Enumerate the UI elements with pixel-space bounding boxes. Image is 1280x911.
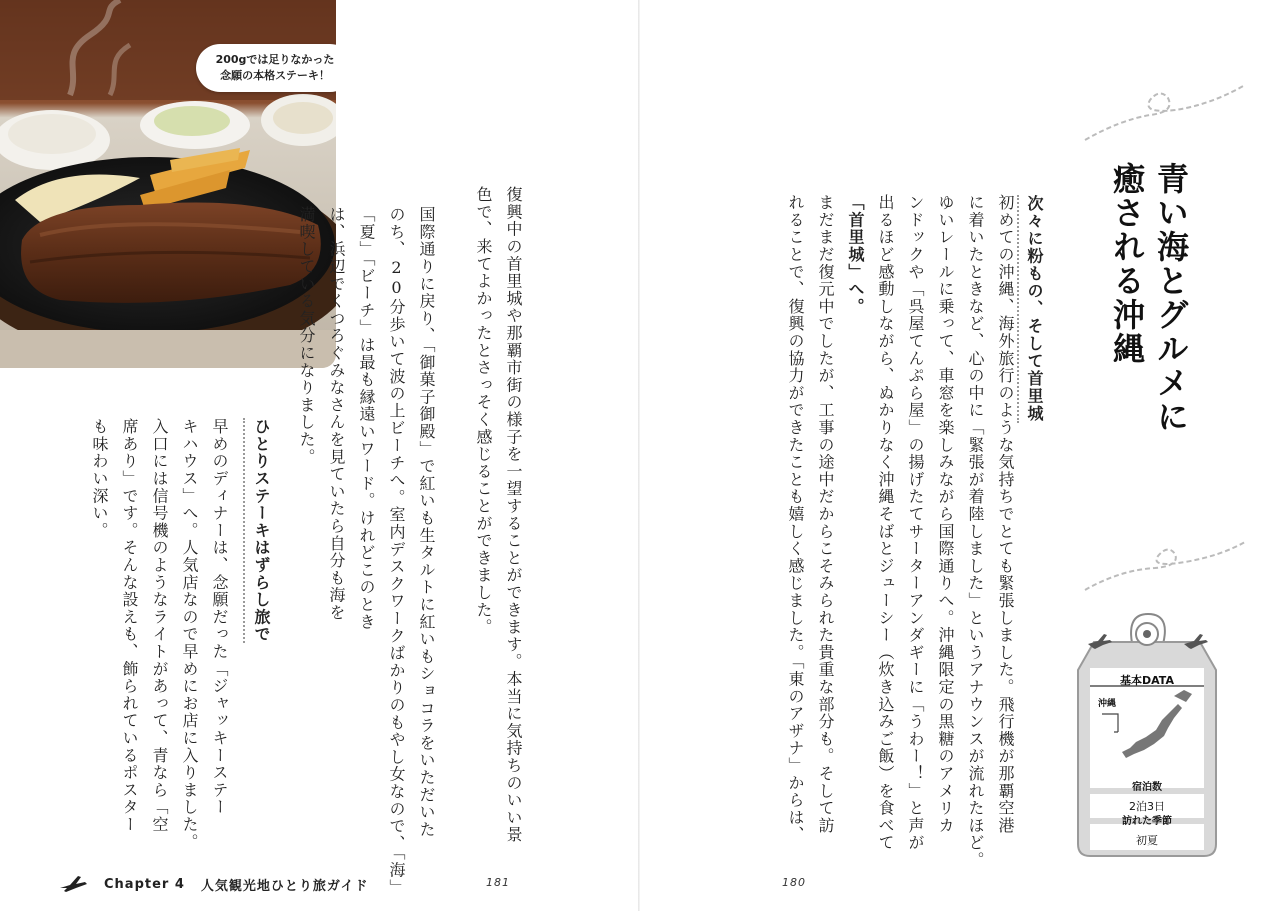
tag-place: 沖縄 <box>1097 699 1116 709</box>
text-line: 復興中の首里城や那覇市街の様子を一望することができます。本当に気持ちのいい景 <box>504 186 523 844</box>
headline-line-1: 青い海とグルメに <box>1152 162 1190 434</box>
text-line: に着いたときなど、心の中に「緊張が着陸しました」というアナウンスが流れたほど。 <box>966 194 985 869</box>
body-text-block-3 <box>84 418 234 851</box>
text-line: 国際通りに戻り、「御菓子御殿」で紅いも生タルトに紅いもショコラをいただいた <box>417 206 436 839</box>
article-subheading: 次々に粉もの、そして首里城 <box>1017 195 1046 423</box>
tag-season-value: 初夏 <box>1136 834 1158 847</box>
chapter-label: Chapter 4 <box>104 876 185 892</box>
text-line: まだまだ復元中でしたが、工事の途中だからこそみられた貴重な部分も。そして訪 <box>816 194 835 835</box>
photo-caption-bubble <box>196 44 336 92</box>
subheading-steak: ひとりステーキはずらし旅で <box>243 418 274 643</box>
tag-nights-label: 宿泊数 <box>1132 782 1162 793</box>
caption-line-1: 200gでは足りなかった <box>215 53 335 66</box>
text-line: 早めのディナーは、念願だった「ジャッキーステー <box>210 418 229 816</box>
caption-line-2: 念願の本格ステーキ！ <box>220 69 330 82</box>
chapter-title: 人気観光地ひとり旅ガイド <box>200 878 369 894</box>
text-line: 初めての沖縄、海外旅行のような気持ちでとても緊張しました。飛行機が那覇空港 <box>996 194 1015 835</box>
page-number-right: 180 <box>782 876 806 889</box>
decorative-squiggle <box>1080 540 1250 600</box>
text-line: 席あり」です。そんな設えも、飾られているポスター <box>120 418 139 834</box>
text-line: 色で、来てよかったとさっそく感じることができました。 <box>474 186 493 636</box>
body-text-continued <box>468 186 528 843</box>
text-line: 満喫している気分になりました。 <box>297 206 316 466</box>
text-line: のち、20分歩いて波の上ビーチへ。室内デスクワークばかりのもやし女なので、「海」 <box>387 206 406 896</box>
tag-title: 基本DATA <box>1120 674 1174 687</box>
text-line: ンドックや「呉屋てんぷら屋」の揚げたてサーターアンダギーに「うわー！」と声が <box>906 194 925 852</box>
steak-photo <box>0 0 336 368</box>
tag-season-label: 訪れた季節 <box>1122 816 1172 827</box>
right-page <box>640 0 1280 911</box>
text-line: も味わい深い。 <box>90 418 109 540</box>
tag-nights-value: 2泊3日 <box>1129 800 1165 813</box>
text-line: キハウス」へ。人気店なので早めにお店に入りました。 <box>180 418 199 851</box>
decorative-squiggle <box>1080 80 1250 150</box>
page-number-left: 181 <box>486 876 510 889</box>
running-footer <box>58 874 369 894</box>
body-text-block-2 <box>291 206 441 896</box>
airplane-icon <box>58 874 88 894</box>
body-text-right <box>780 194 1020 869</box>
article-headline <box>1105 162 1193 434</box>
headline-line-2: 癒される沖縄 <box>1108 162 1146 366</box>
text-line: れることで、復興の協力ができたことも嬉しく感じました。「東のアザナ」からは、 <box>786 194 805 844</box>
text-line: 入口には信号機のようなライトがあって、青なら「空 <box>150 418 169 834</box>
text-line: は、浜辺でくつろぐみなさんを見ていたら自分も海を <box>327 206 346 622</box>
basic-data-tag <box>1074 612 1220 860</box>
text-line: ゆいレールに乗って、車窓を楽しみながら国際通りへ。沖縄限定の黒糖のアメリカ <box>936 194 955 835</box>
text-line: 「夏」「ビーチ」は最も縁遠いワード。けれどこのとき <box>357 206 376 631</box>
text-line: 「首里城」へ。 <box>846 194 865 316</box>
text-line: 出るほど感動しながら、ぬかりなく沖縄そばとジューシー（炊き込みご飯）を食べて <box>876 194 895 852</box>
